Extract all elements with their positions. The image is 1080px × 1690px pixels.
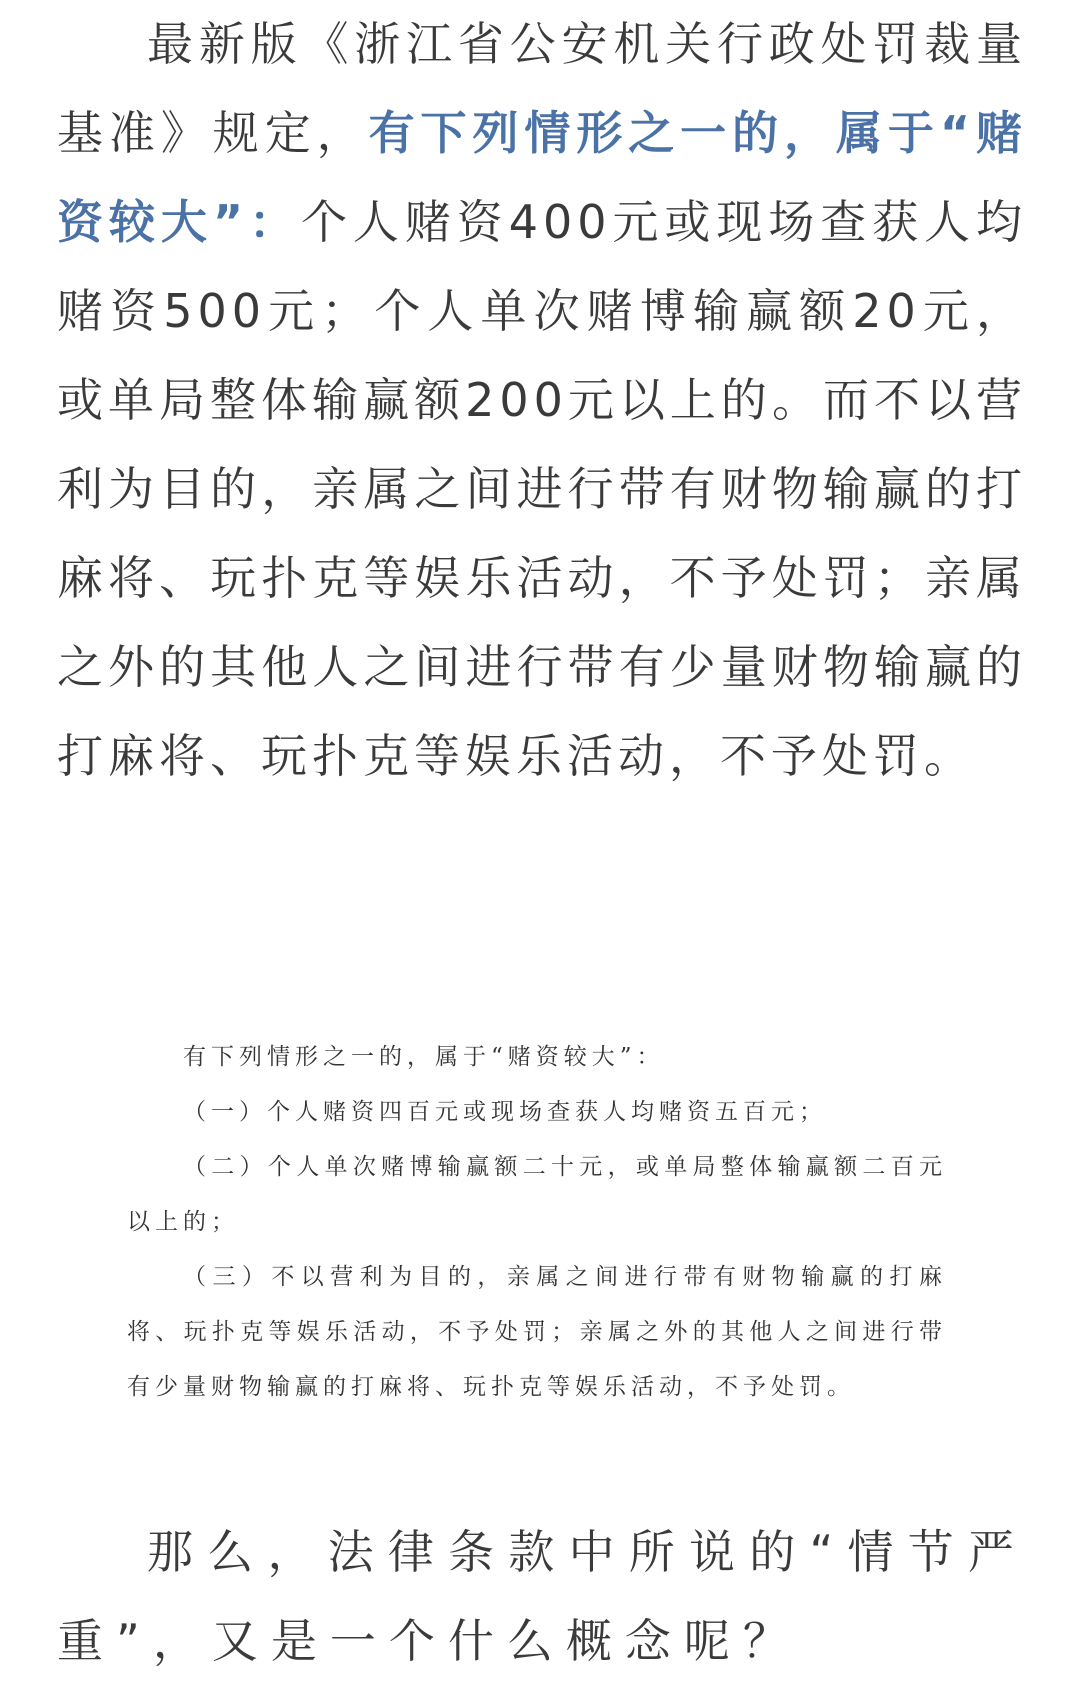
excerpt-item-2: （二）个人单次赌博输赢额二十元，或单局整体输赢额二百元以上的； <box>127 1154 947 1235</box>
intro-text-2: 个人赌资400元或现场查获人均赌资500元；个人单次赌博输赢额20元，或单局整体输赢额200元以上的。而不以营利为目的，亲属之间进行带有财物输赢的打麻将、玩扑克等娱乐活动，不予处罚；亲属之外的其他人之间进行带有少量财物输赢的打麻将、玩扑克等娱乐活动，不予处罚。 <box>57 195 1027 783</box>
intro-paragraph <box>57 0 1027 801</box>
intro-text-1: 最新版《浙江省公安机关行政处罚裁量基准》规定， <box>57 17 1027 160</box>
excerpt-line-heading: 有下列情形之一的，属于“赌资较大”： <box>183 1044 665 1070</box>
excerpt-item-3: （三）不以营利为目的，亲属之间进行带有财物输赢的打麻将、玩扑克等娱乐活动，不予处罚；亲属之外的其他人之间进行带有少量财物输赢的打麻将、玩扑克等娱乐活动，不予处罚。 <box>127 1264 947 1400</box>
regulation-excerpt <box>127 1030 947 1415</box>
intro-highlight: 有下列情形之一的，属于“赌资较大”： <box>57 106 1028 249</box>
excerpt-item-1: （一）个人赌资四百元或现场查获人均赌资五百元； <box>183 1099 827 1125</box>
outro-paragraph: 那么，法律条款中所说的“情节严重”，又是一个什么概念呢？ <box>57 1525 1027 1668</box>
